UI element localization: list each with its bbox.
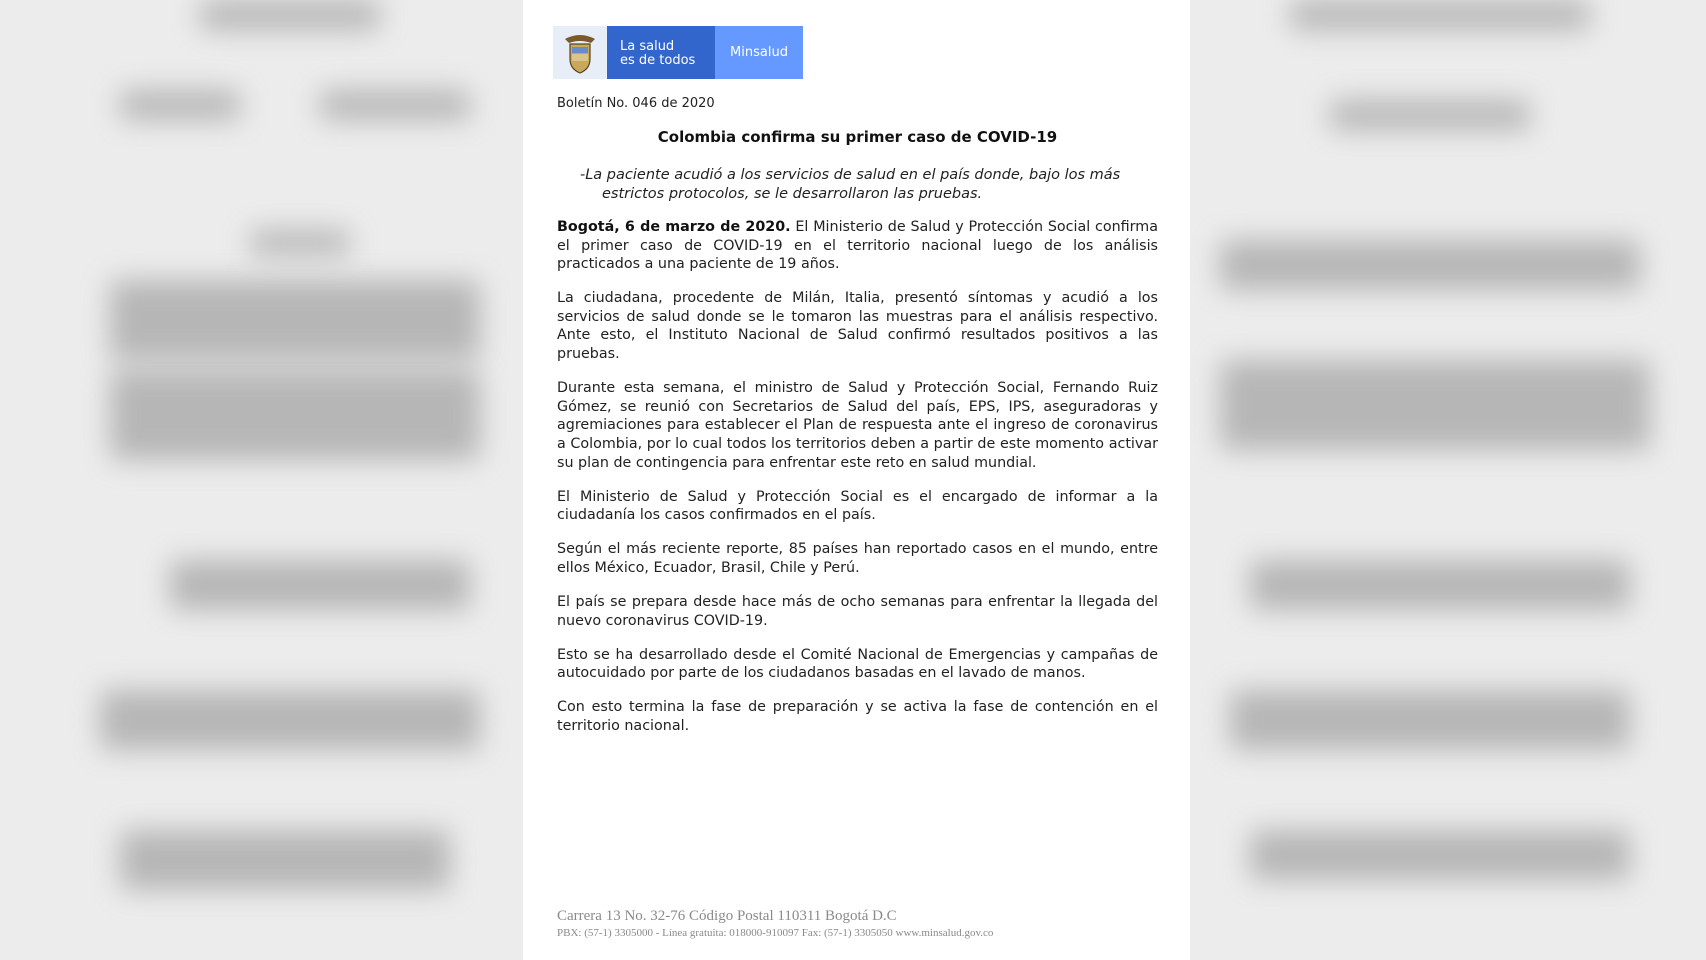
paragraph <box>557 218 1158 274</box>
document-title: Colombia confirma su primer caso de COVID-19 <box>657 128 1058 146</box>
paragraph: Con esto termina la fase de preparación y se activa la fase de contención en el territorio nacional. <box>557 699 1158 734</box>
logo-tagline <box>607 26 715 79</box>
minsalud-logo <box>553 26 803 79</box>
press-release-page <box>523 0 1190 960</box>
tagline-line-2: es de todos <box>620 53 696 68</box>
logo-brand: Minsalud <box>715 26 803 79</box>
bulletin-number: Boletín No. 046 de 2020 <box>557 96 715 111</box>
paragraph: Durante esta semana, el ministro de Salud y Protección Social, Fernando Ruiz Gómez, se reunió con Secretarios de Salud del país, EPS, IPS, aseguradoras y agremiaciones para establecer el Plan de respuesta ante el ingreso de coronavirus a Colombia, por lo cual todos los territorios deben a partir de este momento activar su plan de contingencia para enfrentar este reto en salud mundial. <box>557 380 1158 471</box>
footer-address: Carrera 13 No. 32-76 Código Postal 110311 Bogotá D.C <box>557 908 897 924</box>
document-subtitle: -La paciente acudió a los servicios de salud en el país donde, bajo los más estrictos protocolos, se le desarrollaron las pruebas. <box>580 167 1121 202</box>
coat-of-arms-icon <box>553 26 607 79</box>
paragraph: El país se prepara desde hace más de ocho semanas para enfrentar la llegada del nuevo coronavirus COVID-19. <box>557 594 1158 629</box>
document-body <box>557 218 1158 751</box>
paragraph: Según el más reciente reporte, 85 países han reportado casos en el mundo, entre ellos México, Ecuador, Brasil, Chile y Perú. <box>557 541 1158 576</box>
blurred-background-right <box>1190 0 1706 960</box>
footer-contact: PBX: (57-1) 3305000 - Línea gratuita: 018000-910097 Fax: (57-1) 3305050 www.minsalud.gov.co <box>557 927 994 939</box>
tagline-line-1: La salud <box>620 39 675 54</box>
blurred-background-left <box>0 0 523 960</box>
paragraph: La ciudadana, procedente de Milán, Italia, presentó síntomas y acudió a los servicios de salud donde se le tomaron las muestras para el análisis respectivo. Ante esto, el Instituto Nacional de Salud confirmó resultados positivos a las pruebas. <box>557 290 1158 363</box>
footer <box>557 908 993 939</box>
paragraph-text: El Ministerio de Salud y Protección Social confirma el primer caso de COVID-19 en el territorio nacional luego de los análisis practicados a una paciente de 19 años. <box>557 219 1158 273</box>
paragraph: Esto se ha desarrollado desde el Comité Nacional de Emergencias y campañas de autocuidado por parte de los ciudadanos basadas en el lavado de manos. <box>557 646 1158 682</box>
paragraph: El Ministerio de Salud y Protección Social es el encargado de informar a la ciudadanía los casos confirmados en el país. <box>557 488 1158 524</box>
dateline: Bogotá, 6 de marzo de 2020. <box>557 219 791 235</box>
